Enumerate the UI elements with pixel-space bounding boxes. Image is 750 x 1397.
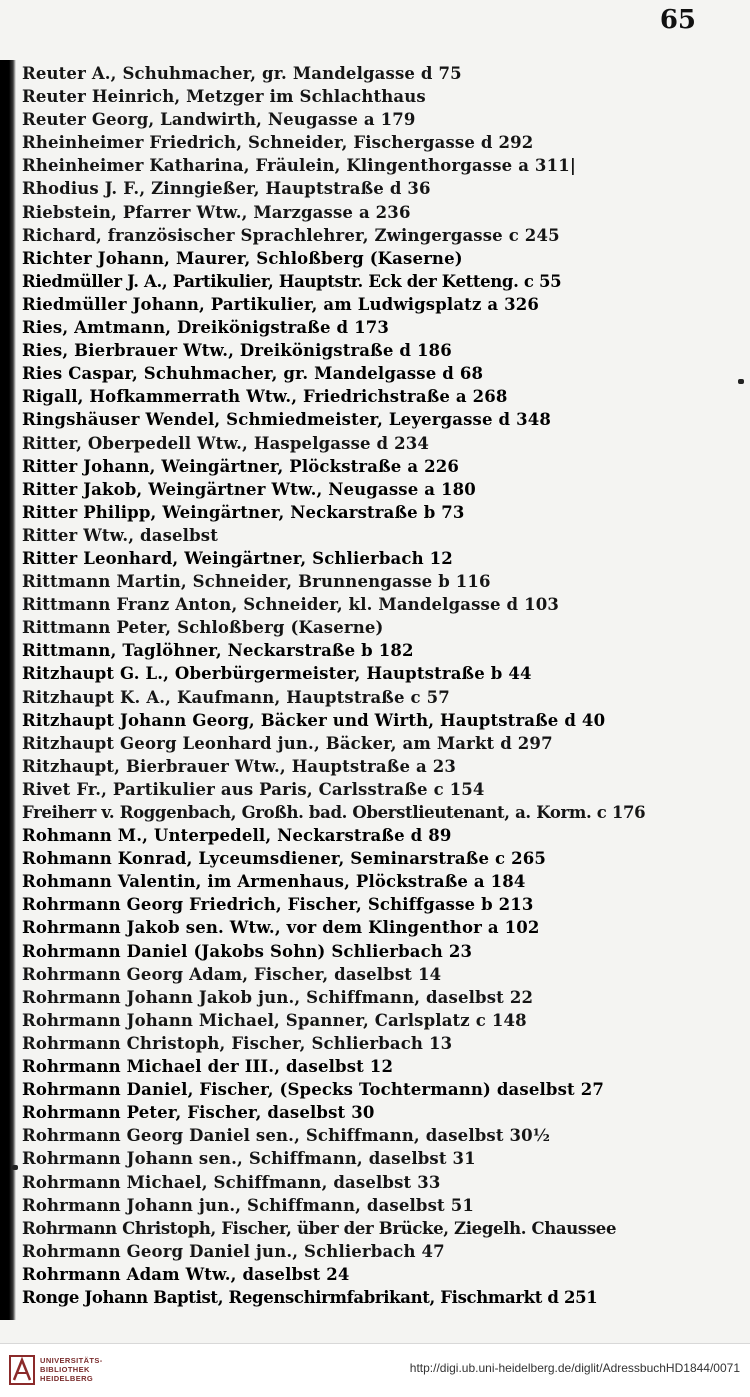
margin-mark [738, 379, 744, 384]
address-entry: Rittmann Peter, Schloßberg (Kaserne) [22, 618, 384, 638]
address-entry: Ritter Johann, Weingärtner, Plöckstraße a 226 [22, 456, 459, 476]
address-entry: Rohmann M., Unterpedell, Neckarstraße d 89 [22, 826, 452, 846]
address-entry: Rivet Fr., Partikulier aus Paris, Carlsstraße c 154 [22, 779, 485, 799]
address-entry: Rohrmann Johann Jakob jun., Schiffmann, daselbst 22 [22, 987, 534, 1007]
library-name-line: HEIDELBERG [40, 1374, 94, 1383]
address-entry: Rittmann Franz Anton, Schneider, kl. Mandelgasse d 103 [22, 595, 559, 615]
address-entry: Rittmann Martin, Schneider, Brunnengasse b 116 [22, 572, 491, 592]
library-name-line: BIBLIOTHEK [40, 1365, 90, 1374]
address-entry: Rohrmann Adam Wtw., daselbst 24 [22, 1264, 350, 1284]
address-entry: Rohrmann Georg Adam, Fischer, daselbst 14 [22, 964, 442, 984]
address-entry: Rohrmann Daniel (Jakobs Sohn) Schlierbach 23 [22, 941, 473, 961]
address-entry: Rohrmann Johann sen., Schiffmann, daselbst 31 [22, 1149, 476, 1169]
address-entry: Rohrmann Peter, Fischer, daselbst 30 [22, 1103, 375, 1123]
address-entry: Riebstein, Pfarrer Wtw., Marzgasse a 236 [22, 202, 411, 222]
address-entry: Ritter Wtw., daselbst [22, 525, 218, 545]
address-entry: Rohrmann Christoph, Fischer, über der Brücke, Ziegelh. Chaussee [22, 1218, 617, 1238]
address-entry: Ritzhaupt K. A., Kaufmann, Hauptstraße c 57 [22, 687, 450, 707]
address-entry: Ringshäuser Wendel, Schmiedmeister, Leyergasse d 348 [22, 410, 551, 430]
address-entry: Ritter, Oberpedell Wtw., Haspelgasse d 234 [22, 433, 430, 453]
address-entry: Riedmüller Johann, Partikulier, am Ludwigsplatz a 326 [22, 294, 539, 314]
page-number: 65 [659, 5, 696, 35]
address-entry: Rheinheimer Friedrich, Schneider, Fischergasse d 292 [22, 133, 534, 153]
address-entry: Rohmann Konrad, Lyceumsdiener, Seminarstraße c 265 [22, 849, 546, 869]
address-entry: Ries, Amtmann, Dreikönigstraße d 173 [22, 318, 389, 338]
address-entry: Ritzhaupt G. L., Oberbürgermeister, Hauptstraße b 44 [22, 664, 532, 684]
address-entry: Rohrmann Michael, Schiffmann, daselbst 33 [22, 1172, 441, 1192]
address-entry: Rohrmann Georg Daniel sen., Schiffmann, daselbst 30½ [22, 1126, 551, 1146]
library-name [40, 1356, 103, 1383]
university-library-logo-icon[interactable] [9, 1354, 35, 1386]
address-entry: Ritzhaupt Georg Leonhard jun., Bäcker, am Markt d 297 [22, 733, 553, 753]
address-entry: Rohrmann Daniel, Fischer, (Specks Tochtermann) daselbst 27 [22, 1080, 604, 1100]
address-entry: Rohrmann Johann jun., Schiffmann, daselbst 51 [22, 1195, 474, 1215]
address-entry: Ries Caspar, Schuhmacher, gr. Mandelgasse d 68 [22, 364, 484, 384]
source-url-link[interactable]: http://digi.ub.uni-heidelberg.de/diglit/AdressbuchHD1844/0071 [409, 1361, 740, 1375]
library-name-line: UNIVERSITÄTS- [40, 1356, 103, 1365]
address-entry: Ritzhaupt, Bierbrauer Wtw., Hauptstraße a 23 [22, 756, 456, 776]
address-entry: Ries, Bierbrauer Wtw., Dreikönigstraße d 186 [22, 341, 452, 361]
address-entry: Rittmann, Taglöhner, Neckarstraße b 182 [22, 641, 414, 661]
address-entry: Ritter Jakob, Weingärtner Wtw., Neugasse a 180 [22, 479, 476, 499]
address-entry: Rohrmann Johann Michael, Spanner, Carlsplatz c 148 [22, 1010, 527, 1030]
address-entry: Rohrmann Jakob sen. Wtw., vor dem Klingenthor a 102 [22, 918, 540, 938]
address-entry: Ronge Johann Baptist, Regenschirmfabrikant, Fischmarkt d 251 [22, 1287, 598, 1307]
address-entry: Ritter Leonhard, Weingärtner, Schlierbach 12 [22, 548, 453, 568]
address-entry: Rhodius J. F., Zinngießer, Hauptstraße d 36 [22, 179, 431, 199]
address-entry: Reuter Georg, Landwirth, Neugasse a 179 [22, 110, 416, 130]
address-entry: Riedmüller J. A., Partikulier, Hauptstr. Eck der Ketteng. c 55 [22, 271, 562, 291]
address-entry: Freiherr v. Roggenbach, Großh. bad. Oberstlieutenant, a. Korm. c 176 [22, 803, 646, 822]
margin-mark [12, 1165, 18, 1170]
address-entry: Rohrmann Christoph, Fischer, Schlierbach 13 [22, 1033, 453, 1053]
address-entry: Rohrmann Michael der III., daselbst 12 [22, 1057, 394, 1077]
address-entry: Rigall, Hofkammerrath Wtw., Friedrichstraße a 268 [22, 387, 508, 407]
address-entry: Rohmann Valentin, im Armenhaus, Plöckstraße a 184 [22, 872, 526, 892]
address-entry: Reuter Heinrich, Metzger im Schlachthaus [22, 87, 426, 107]
address-entry: Ritter Philipp, Weingärtner, Neckarstraße b 73 [22, 502, 465, 522]
address-entry: Ritzhaupt Johann Georg, Bäcker und Wirth, Hauptstraße d 40 [22, 710, 606, 730]
address-entry-list [22, 62, 722, 1309]
address-entry: Reuter A., Schuhmacher, gr. Mandelgasse d 75 [22, 64, 462, 83]
address-entry: Rohrmann Georg Friedrich, Fischer, Schiffgasse b 213 [22, 895, 534, 915]
footer-bar [0, 1343, 750, 1397]
address-entry: Rheinheimer Katharina, Fräulein, Klingenthorgasse a 311| [22, 156, 576, 176]
address-entry: Richter Johann, Maurer, Schloßberg (Kaserne) [22, 248, 463, 268]
address-entry: Richard, französischer Sprachlehrer, Zwingergasse c 245 [22, 225, 560, 245]
address-entry: Rohrmann Georg Daniel jun., Schlierbach 47 [22, 1241, 445, 1261]
book-binding-edge [0, 60, 16, 1320]
